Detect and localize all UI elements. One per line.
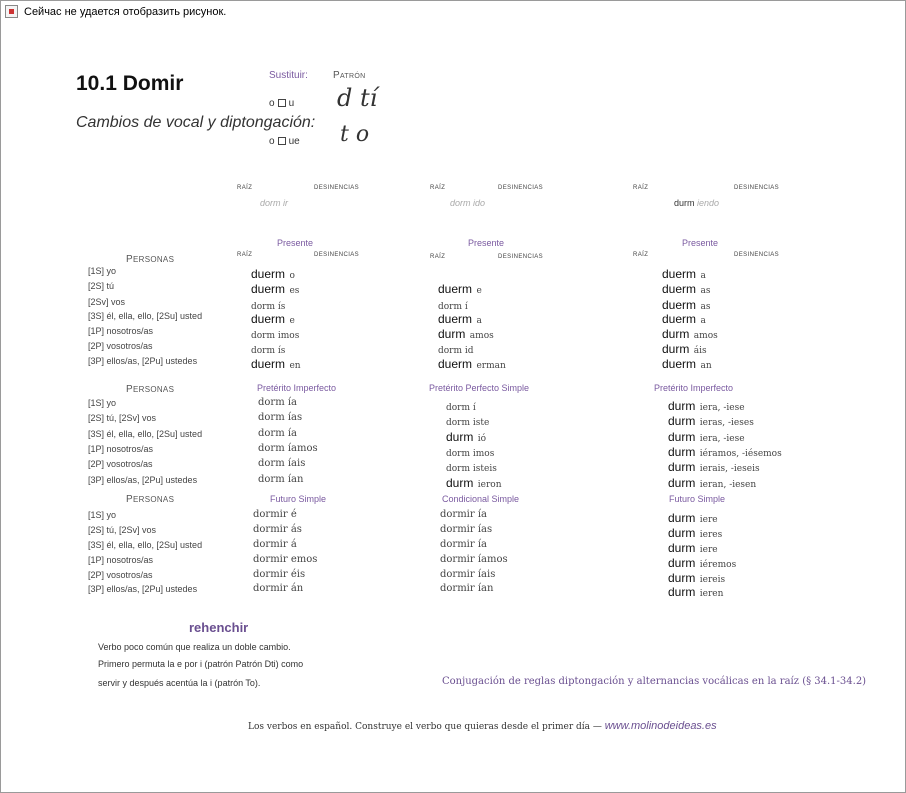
form-ending: a bbox=[700, 271, 706, 281]
person-label: [2Sv] vos bbox=[88, 297, 126, 307]
conjugation-cell: dorm íais bbox=[258, 458, 306, 469]
form-ending: amos bbox=[469, 331, 494, 341]
form-stem: duerm bbox=[662, 267, 697, 281]
conjugation-cell bbox=[446, 474, 502, 492]
conjugation-cell: dorm ía bbox=[258, 397, 298, 408]
conjugation-cell: dormir éis bbox=[253, 569, 306, 580]
person-label: [1P] nosotros/as bbox=[88, 444, 154, 454]
form-stem: durm bbox=[668, 414, 696, 428]
person-label: [1S] yo bbox=[88, 510, 117, 520]
rule-from: o bbox=[269, 136, 275, 147]
form-ending: iera, -iese bbox=[699, 434, 745, 444]
broken-image-icon bbox=[5, 5, 18, 18]
form-ending: ió bbox=[477, 434, 487, 444]
conjugation-cell: dormir emos bbox=[253, 554, 318, 565]
raiz-header: RAÍZ bbox=[633, 252, 649, 258]
form-stem: duerm bbox=[662, 282, 697, 296]
footer bbox=[248, 720, 717, 732]
rule-to: ue bbox=[288, 136, 300, 147]
form-stem: durm bbox=[438, 327, 466, 341]
form-ending: amos bbox=[693, 331, 718, 341]
form-ending: dorm ís bbox=[251, 302, 286, 312]
conjugation-cell: dorm ía bbox=[258, 428, 298, 439]
note-title: rehenchir bbox=[189, 620, 249, 635]
raiz-header: RAÍZ bbox=[237, 185, 253, 191]
sustituir-label: Sustituir: bbox=[269, 70, 308, 81]
footer-link[interactable]: www.molinodeideas.es bbox=[604, 720, 717, 732]
conjugation-cell: dorm ías bbox=[258, 412, 303, 423]
tense-title: Pretérito Imperfecto bbox=[257, 383, 337, 393]
person-label: [3S] él, ella, ello, [2Su] usted bbox=[88, 540, 203, 550]
person-label: [1P] nosotros/as bbox=[88, 326, 154, 336]
broken-image-text: Сейчас не удается отобразить рисунок. bbox=[24, 5, 227, 18]
arrow-box-icon bbox=[278, 99, 286, 107]
form-ending: dorm ís bbox=[251, 346, 286, 356]
form-stem: duerm bbox=[438, 357, 473, 371]
arrow-box-icon bbox=[278, 137, 286, 145]
form-stem: durm bbox=[668, 511, 696, 525]
conjugation-cell: dormir ía bbox=[440, 539, 488, 550]
form-ending: a bbox=[700, 316, 706, 326]
form-ending: erman bbox=[476, 361, 506, 371]
tense-title: Futuro Simple bbox=[270, 494, 327, 504]
form-ending: iere bbox=[699, 515, 718, 525]
tense-title: Pretérito Perfecto Simple bbox=[429, 383, 530, 393]
personas-header: PERSONAS bbox=[126, 494, 175, 505]
conjugation-cell: dormir ías bbox=[440, 524, 493, 535]
person-label: [1S] yo bbox=[88, 266, 117, 276]
patron-dti: d tí bbox=[337, 84, 378, 112]
raiz-header: RAÍZ bbox=[237, 252, 253, 258]
participio: dorm ido bbox=[450, 198, 486, 208]
form-ending: dorm id bbox=[438, 346, 474, 356]
form-stem: duerm bbox=[662, 312, 697, 326]
person-label: [1S] yo bbox=[88, 398, 117, 408]
rule-to: u bbox=[288, 98, 295, 109]
page-subtitle: Cambios de vocal y diptongación: bbox=[76, 114, 316, 131]
raiz-header: RAÍZ bbox=[430, 185, 446, 191]
form-ending: dorm isteis bbox=[446, 464, 497, 474]
form-stem: duerm bbox=[662, 298, 697, 312]
form-ending: dorm imos bbox=[251, 331, 300, 341]
form-stem: duerm bbox=[251, 312, 286, 326]
person-label: [3P] ellos/as, [2Pu] ustedes bbox=[88, 584, 198, 594]
form-stem: durm bbox=[668, 399, 696, 413]
broken-image-notice bbox=[5, 5, 226, 18]
conjugation-cell: dormir íais bbox=[440, 569, 496, 580]
conjugation-cell: dormir é bbox=[253, 509, 297, 520]
form-stem: durm bbox=[668, 556, 696, 570]
person-label: [3P] ellos/as, [2Pu] ustedes bbox=[88, 356, 198, 366]
tense-title: Condicional Simple bbox=[442, 494, 520, 504]
conjugation-cell: dormir á bbox=[253, 539, 297, 550]
raiz-header: RAÍZ bbox=[633, 185, 649, 191]
form-ending: dorm iste bbox=[446, 418, 490, 428]
form-ending: an bbox=[700, 361, 712, 371]
person-label: [3S] él, ella, ello, [2Su] usted bbox=[88, 429, 203, 439]
form-stem: durm bbox=[668, 585, 696, 599]
conjugation-cell bbox=[668, 583, 723, 601]
form-stem: durm bbox=[668, 445, 696, 459]
desinencias-header: DESINENCIAS bbox=[498, 185, 544, 191]
person-label: [2P] vosotros/as bbox=[88, 459, 153, 469]
footer-text: Los verbos en español. Construye el verbo que quieras desde el primer día — bbox=[248, 722, 605, 732]
conjugation-cell bbox=[668, 474, 756, 492]
conjugation-cell: dormir ían bbox=[440, 583, 494, 594]
form-ending: ieras, -ieses bbox=[699, 418, 754, 428]
form-ending: ieres bbox=[699, 530, 723, 540]
form-stem: duerm bbox=[438, 282, 473, 296]
patron-label bbox=[333, 70, 365, 81]
personas-header: PERSONAS bbox=[126, 384, 175, 395]
patron-label-first: P bbox=[333, 70, 340, 81]
form-stem: duerm bbox=[438, 312, 473, 326]
form-ending: ieren bbox=[699, 589, 724, 599]
form-stem: durm bbox=[668, 476, 696, 490]
conjugation-cell bbox=[251, 355, 301, 373]
person-label: [3S] él, ella, ello, [2Su] usted bbox=[88, 311, 203, 321]
tense-title: Pretérito Imperfecto bbox=[654, 383, 734, 393]
conjugation-reference: Conjugación de reglas diptongación y alternancias vocálicas en la raíz (§ 34.1-34.2) bbox=[442, 676, 867, 687]
person-label: [2P] vosotros/as bbox=[88, 341, 153, 351]
form-ending: áis bbox=[693, 346, 707, 356]
tense-title: Presente bbox=[682, 238, 719, 248]
form-ending: dorm imos bbox=[446, 449, 495, 459]
conjugation-cell bbox=[662, 355, 712, 373]
form-stem: durm bbox=[662, 342, 690, 356]
infinitivo: dorm ir bbox=[260, 198, 289, 208]
rule-o-u bbox=[269, 98, 294, 109]
desinencias-header: DESINENCIAS bbox=[314, 252, 360, 258]
gerundio: durm iendo bbox=[674, 198, 720, 208]
form-ending: ieron bbox=[477, 480, 502, 490]
conjugation-cell bbox=[438, 355, 506, 373]
conjugation-cell: dorm íamos bbox=[258, 443, 318, 454]
patron-to: t o bbox=[340, 122, 370, 147]
desinencias-header: DESINENCIAS bbox=[734, 252, 780, 258]
rule-o-ue bbox=[269, 136, 300, 147]
form-stem: durm bbox=[668, 571, 696, 585]
form-stem: durm bbox=[668, 430, 696, 444]
form-ending: iéramos, -iésemos bbox=[699, 449, 782, 459]
note-line: Primero permuta la e por i (patrón Patrón Dti) como bbox=[98, 659, 304, 669]
form-stem: durm bbox=[446, 430, 474, 444]
form-ending: ierais, -ieseis bbox=[699, 464, 760, 474]
person-label: [3P] ellos/as, [2Pu] ustedes bbox=[88, 475, 198, 485]
person-label: [2S] tú, [2Sv] vos bbox=[88, 413, 157, 423]
form-stem: durm bbox=[668, 460, 696, 474]
form-ending: ieran, -iesen bbox=[699, 480, 757, 490]
raiz-header: RAÍZ bbox=[430, 254, 446, 260]
form-ending: a bbox=[476, 316, 482, 326]
form-stem: duerm bbox=[251, 282, 286, 296]
form-stem: durm bbox=[662, 327, 690, 341]
conjugation-cell: dormir án bbox=[253, 583, 304, 594]
conjugation-cell: dormir ía bbox=[440, 509, 488, 520]
form-ending: es bbox=[289, 286, 300, 296]
patron-label-rest: ATRÓN bbox=[339, 73, 366, 80]
form-stem: duerm bbox=[662, 357, 697, 371]
desinencias-header: DESINENCIAS bbox=[314, 185, 360, 191]
form-ending: as bbox=[700, 302, 711, 312]
form-stem: duerm bbox=[251, 267, 286, 281]
form-ending: e bbox=[289, 316, 295, 326]
person-label: [2P] vosotros/as bbox=[88, 570, 153, 580]
page-title: 10.1 Domir bbox=[76, 72, 184, 95]
person-label: [2S] tú bbox=[88, 281, 115, 291]
person-label: [1P] nosotros/as bbox=[88, 555, 154, 565]
tense-title: Presente bbox=[277, 238, 314, 248]
form-stem: duerm bbox=[251, 357, 286, 371]
rule-from: o bbox=[269, 98, 275, 109]
form-stem: durm bbox=[668, 526, 696, 540]
note-line: Verbo poco común que realiza un doble cambio. bbox=[98, 642, 291, 652]
person-label: [2S] tú, [2Sv] vos bbox=[88, 525, 157, 535]
conjugation-cell: dorm ían bbox=[258, 474, 304, 485]
personas-header: PERSONAS bbox=[126, 254, 175, 265]
form-ending: iere bbox=[699, 545, 718, 555]
form-ending: as bbox=[700, 286, 711, 296]
desinencias-header: DESINENCIAS bbox=[734, 185, 780, 191]
conjugation-cell: dormir ás bbox=[253, 524, 302, 535]
form-ending: en bbox=[289, 361, 301, 371]
form-stem: durm bbox=[668, 541, 696, 555]
desinencias-header: DESINENCIAS bbox=[498, 254, 544, 260]
form-stem: durm bbox=[446, 476, 474, 490]
tense-title: Presente bbox=[468, 238, 505, 248]
conjugation-cell: dormir íamos bbox=[440, 554, 508, 565]
form-ending: dorm í bbox=[438, 302, 468, 312]
form-ending: iéremos bbox=[699, 560, 737, 570]
tense-title: Futuro Simple bbox=[669, 494, 726, 504]
form-ending: dorm í bbox=[446, 403, 476, 413]
note-line: servir y después acentúa la i (patrón To). bbox=[98, 678, 261, 688]
form-ending: o bbox=[289, 271, 295, 281]
form-ending: iereis bbox=[699, 575, 726, 585]
form-ending: iera, -iese bbox=[699, 403, 745, 413]
form-ending: e bbox=[476, 286, 482, 296]
